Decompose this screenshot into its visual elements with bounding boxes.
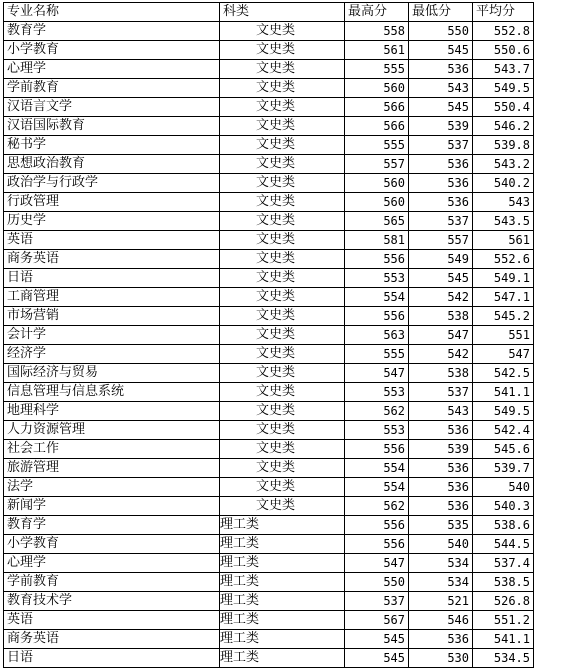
table-row bbox=[4, 269, 534, 288]
major-name-cell: 旅游管理 bbox=[4, 459, 220, 478]
major-name-cell: 地理科学 bbox=[4, 402, 220, 421]
min-score-cell: 530 bbox=[409, 649, 473, 668]
category-cell: 文史类 bbox=[220, 459, 345, 478]
category-cell: 理工类 bbox=[220, 611, 345, 630]
category-cell: 文史类 bbox=[220, 478, 345, 497]
min-score-cell: 549 bbox=[409, 250, 473, 269]
avg-score-cell: 538.5 bbox=[473, 573, 534, 592]
avg-score-cell: 547.1 bbox=[473, 288, 534, 307]
avg-score-cell: 550.6 bbox=[473, 41, 534, 60]
avg-score-cell: 541.1 bbox=[473, 630, 534, 649]
max-score-cell: 556 bbox=[345, 250, 409, 269]
min-score-cell: 545 bbox=[409, 98, 473, 117]
header-name: 专业名称 bbox=[4, 3, 220, 22]
max-score-cell: 560 bbox=[345, 174, 409, 193]
max-score-cell: 562 bbox=[345, 497, 409, 516]
table-row bbox=[4, 516, 534, 535]
table-row bbox=[4, 611, 534, 630]
major-name-cell: 政治学与行政学 bbox=[4, 174, 220, 193]
header-avg: 平均分 bbox=[473, 3, 534, 22]
major-name-cell: 会计学 bbox=[4, 326, 220, 345]
min-score-cell: 536 bbox=[409, 193, 473, 212]
max-score-cell: 560 bbox=[345, 79, 409, 98]
table-row bbox=[4, 383, 534, 402]
major-name-cell: 心理学 bbox=[4, 554, 220, 573]
major-name-cell: 日语 bbox=[4, 269, 220, 288]
table-row bbox=[4, 155, 534, 174]
table-row bbox=[4, 630, 534, 649]
category-cell: 文史类 bbox=[220, 345, 345, 364]
category-cell: 文史类 bbox=[220, 22, 345, 41]
table-row bbox=[4, 60, 534, 79]
category-cell: 文史类 bbox=[220, 136, 345, 155]
category-cell: 文史类 bbox=[220, 193, 345, 212]
table-row bbox=[4, 554, 534, 573]
category-cell: 文史类 bbox=[220, 60, 345, 79]
max-score-cell: 566 bbox=[345, 98, 409, 117]
table-row bbox=[4, 402, 534, 421]
table-row bbox=[4, 174, 534, 193]
table-row bbox=[4, 649, 534, 668]
max-score-cell: 555 bbox=[345, 60, 409, 79]
max-score-cell: 555 bbox=[345, 345, 409, 364]
major-name-cell: 日语 bbox=[4, 649, 220, 668]
major-name-cell: 历史学 bbox=[4, 212, 220, 231]
table-row bbox=[4, 345, 534, 364]
max-score-cell: 558 bbox=[345, 22, 409, 41]
major-name-cell: 市场营销 bbox=[4, 307, 220, 326]
table-row bbox=[4, 440, 534, 459]
category-cell: 文史类 bbox=[220, 250, 345, 269]
avg-score-cell: 546.2 bbox=[473, 117, 534, 136]
max-score-cell: 556 bbox=[345, 440, 409, 459]
scores-table bbox=[3, 2, 534, 668]
min-score-cell: 546 bbox=[409, 611, 473, 630]
min-score-cell: 539 bbox=[409, 117, 473, 136]
avg-score-cell: 552.6 bbox=[473, 250, 534, 269]
avg-score-cell: 539.7 bbox=[473, 459, 534, 478]
max-score-cell: 566 bbox=[345, 117, 409, 136]
major-name-cell: 小学教育 bbox=[4, 41, 220, 60]
major-name-cell: 秘书学 bbox=[4, 136, 220, 155]
max-score-cell: 581 bbox=[345, 231, 409, 250]
avg-score-cell: 540 bbox=[473, 478, 534, 497]
max-score-cell: 555 bbox=[345, 136, 409, 155]
avg-score-cell: 549.5 bbox=[473, 402, 534, 421]
max-score-cell: 553 bbox=[345, 421, 409, 440]
min-score-cell: 540 bbox=[409, 535, 473, 554]
table-row bbox=[4, 250, 534, 269]
max-score-cell: 557 bbox=[345, 155, 409, 174]
major-name-cell: 新闻学 bbox=[4, 497, 220, 516]
avg-score-cell: 537.4 bbox=[473, 554, 534, 573]
header-min: 最低分 bbox=[409, 3, 473, 22]
avg-score-cell: 549.1 bbox=[473, 269, 534, 288]
category-cell: 理工类 bbox=[220, 516, 345, 535]
table-row bbox=[4, 136, 534, 155]
avg-score-cell: 542.5 bbox=[473, 364, 534, 383]
max-score-cell: 547 bbox=[345, 364, 409, 383]
min-score-cell: 543 bbox=[409, 79, 473, 98]
max-score-cell: 565 bbox=[345, 212, 409, 231]
max-score-cell: 560 bbox=[345, 193, 409, 212]
table-row bbox=[4, 307, 534, 326]
category-cell: 文史类 bbox=[220, 364, 345, 383]
min-score-cell: 557 bbox=[409, 231, 473, 250]
max-score-cell: 554 bbox=[345, 288, 409, 307]
min-score-cell: 537 bbox=[409, 136, 473, 155]
category-cell: 文史类 bbox=[220, 326, 345, 345]
min-score-cell: 545 bbox=[409, 269, 473, 288]
max-score-cell: 563 bbox=[345, 326, 409, 345]
avg-score-cell: 552.8 bbox=[473, 22, 534, 41]
major-name-cell: 汉语国际教育 bbox=[4, 117, 220, 136]
major-name-cell: 信息管理与信息系统 bbox=[4, 383, 220, 402]
min-score-cell: 534 bbox=[409, 554, 473, 573]
table-row bbox=[4, 421, 534, 440]
table-row bbox=[4, 288, 534, 307]
min-score-cell: 547 bbox=[409, 326, 473, 345]
avg-score-cell: 545.2 bbox=[473, 307, 534, 326]
avg-score-cell: 543.7 bbox=[473, 60, 534, 79]
table-row bbox=[4, 497, 534, 516]
max-score-cell: 562 bbox=[345, 402, 409, 421]
min-score-cell: 550 bbox=[409, 22, 473, 41]
avg-score-cell: 526.8 bbox=[473, 592, 534, 611]
max-score-cell: 556 bbox=[345, 307, 409, 326]
table-row bbox=[4, 326, 534, 345]
category-cell: 文史类 bbox=[220, 117, 345, 136]
table-body bbox=[4, 3, 534, 668]
category-cell: 文史类 bbox=[220, 383, 345, 402]
major-name-cell: 法学 bbox=[4, 478, 220, 497]
min-score-cell: 543 bbox=[409, 402, 473, 421]
table-row bbox=[4, 41, 534, 60]
table-row bbox=[4, 193, 534, 212]
table-row bbox=[4, 535, 534, 554]
category-cell: 文史类 bbox=[220, 440, 345, 459]
header-max: 最高分 bbox=[345, 3, 409, 22]
avg-score-cell: 549.5 bbox=[473, 79, 534, 98]
category-cell: 理工类 bbox=[220, 630, 345, 649]
min-score-cell: 545 bbox=[409, 41, 473, 60]
avg-score-cell: 547 bbox=[473, 345, 534, 364]
min-score-cell: 536 bbox=[409, 60, 473, 79]
avg-score-cell: 545.6 bbox=[473, 440, 534, 459]
table-row bbox=[4, 79, 534, 98]
max-score-cell: 553 bbox=[345, 269, 409, 288]
category-cell: 文史类 bbox=[220, 421, 345, 440]
category-cell: 理工类 bbox=[220, 592, 345, 611]
min-score-cell: 536 bbox=[409, 630, 473, 649]
avg-score-cell: 544.5 bbox=[473, 535, 534, 554]
max-score-cell: 567 bbox=[345, 611, 409, 630]
max-score-cell: 553 bbox=[345, 383, 409, 402]
major-name-cell: 社会工作 bbox=[4, 440, 220, 459]
header-row bbox=[4, 3, 534, 22]
avg-score-cell: 551.2 bbox=[473, 611, 534, 630]
avg-score-cell: 538.6 bbox=[473, 516, 534, 535]
major-name-cell: 英语 bbox=[4, 231, 220, 250]
avg-score-cell: 534.5 bbox=[473, 649, 534, 668]
avg-score-cell: 539.8 bbox=[473, 136, 534, 155]
category-cell: 理工类 bbox=[220, 554, 345, 573]
table-row bbox=[4, 231, 534, 250]
max-score-cell: 547 bbox=[345, 554, 409, 573]
table-row bbox=[4, 573, 534, 592]
major-name-cell: 思想政治教育 bbox=[4, 155, 220, 174]
major-name-cell: 英语 bbox=[4, 611, 220, 630]
avg-score-cell: 543 bbox=[473, 193, 534, 212]
category-cell: 理工类 bbox=[220, 535, 345, 554]
category-cell: 文史类 bbox=[220, 212, 345, 231]
min-score-cell: 542 bbox=[409, 345, 473, 364]
avg-score-cell: 542.4 bbox=[473, 421, 534, 440]
table-row bbox=[4, 212, 534, 231]
max-score-cell: 550 bbox=[345, 573, 409, 592]
major-name-cell: 心理学 bbox=[4, 60, 220, 79]
table-row bbox=[4, 459, 534, 478]
category-cell: 理工类 bbox=[220, 573, 345, 592]
min-score-cell: 542 bbox=[409, 288, 473, 307]
avg-score-cell: 550.4 bbox=[473, 98, 534, 117]
min-score-cell: 536 bbox=[409, 174, 473, 193]
max-score-cell: 537 bbox=[345, 592, 409, 611]
table-row bbox=[4, 592, 534, 611]
avg-score-cell: 551 bbox=[473, 326, 534, 345]
major-name-cell: 商务英语 bbox=[4, 250, 220, 269]
major-name-cell: 国际经济与贸易 bbox=[4, 364, 220, 383]
min-score-cell: 536 bbox=[409, 478, 473, 497]
max-score-cell: 545 bbox=[345, 630, 409, 649]
table-row bbox=[4, 478, 534, 497]
major-name-cell: 经济学 bbox=[4, 345, 220, 364]
avg-score-cell: 540.2 bbox=[473, 174, 534, 193]
category-cell: 文史类 bbox=[220, 231, 345, 250]
min-score-cell: 521 bbox=[409, 592, 473, 611]
table-row bbox=[4, 364, 534, 383]
major-name-cell: 行政管理 bbox=[4, 193, 220, 212]
avg-score-cell: 543.5 bbox=[473, 212, 534, 231]
category-cell: 文史类 bbox=[220, 79, 345, 98]
avg-score-cell: 541.1 bbox=[473, 383, 534, 402]
min-score-cell: 535 bbox=[409, 516, 473, 535]
min-score-cell: 538 bbox=[409, 364, 473, 383]
min-score-cell: 534 bbox=[409, 573, 473, 592]
major-name-cell: 教育学 bbox=[4, 22, 220, 41]
max-score-cell: 554 bbox=[345, 478, 409, 497]
category-cell: 文史类 bbox=[220, 155, 345, 174]
major-name-cell: 汉语言文学 bbox=[4, 98, 220, 117]
min-score-cell: 536 bbox=[409, 497, 473, 516]
min-score-cell: 537 bbox=[409, 212, 473, 231]
category-cell: 理工类 bbox=[220, 649, 345, 668]
max-score-cell: 545 bbox=[345, 649, 409, 668]
category-cell: 文史类 bbox=[220, 288, 345, 307]
category-cell: 文史类 bbox=[220, 307, 345, 326]
major-name-cell: 教育技术学 bbox=[4, 592, 220, 611]
major-name-cell: 学前教育 bbox=[4, 79, 220, 98]
category-cell: 文史类 bbox=[220, 98, 345, 117]
major-name-cell: 人力资源管理 bbox=[4, 421, 220, 440]
min-score-cell: 536 bbox=[409, 155, 473, 174]
avg-score-cell: 561 bbox=[473, 231, 534, 250]
max-score-cell: 554 bbox=[345, 459, 409, 478]
category-cell: 文史类 bbox=[220, 174, 345, 193]
table-row bbox=[4, 98, 534, 117]
avg-score-cell: 540.3 bbox=[473, 497, 534, 516]
max-score-cell: 556 bbox=[345, 516, 409, 535]
major-name-cell: 商务英语 bbox=[4, 630, 220, 649]
header-category: 科类 bbox=[220, 3, 345, 22]
min-score-cell: 536 bbox=[409, 421, 473, 440]
min-score-cell: 539 bbox=[409, 440, 473, 459]
major-name-cell: 小学教育 bbox=[4, 535, 220, 554]
category-cell: 文史类 bbox=[220, 402, 345, 421]
category-cell: 文史类 bbox=[220, 269, 345, 288]
min-score-cell: 538 bbox=[409, 307, 473, 326]
max-score-cell: 561 bbox=[345, 41, 409, 60]
category-cell: 文史类 bbox=[220, 497, 345, 516]
table-row bbox=[4, 117, 534, 136]
avg-score-cell: 543.2 bbox=[473, 155, 534, 174]
major-name-cell: 工商管理 bbox=[4, 288, 220, 307]
max-score-cell: 556 bbox=[345, 535, 409, 554]
min-score-cell: 537 bbox=[409, 383, 473, 402]
major-name-cell: 学前教育 bbox=[4, 573, 220, 592]
table-row bbox=[4, 22, 534, 41]
major-name-cell: 教育学 bbox=[4, 516, 220, 535]
min-score-cell: 536 bbox=[409, 459, 473, 478]
category-cell: 文史类 bbox=[220, 41, 345, 60]
